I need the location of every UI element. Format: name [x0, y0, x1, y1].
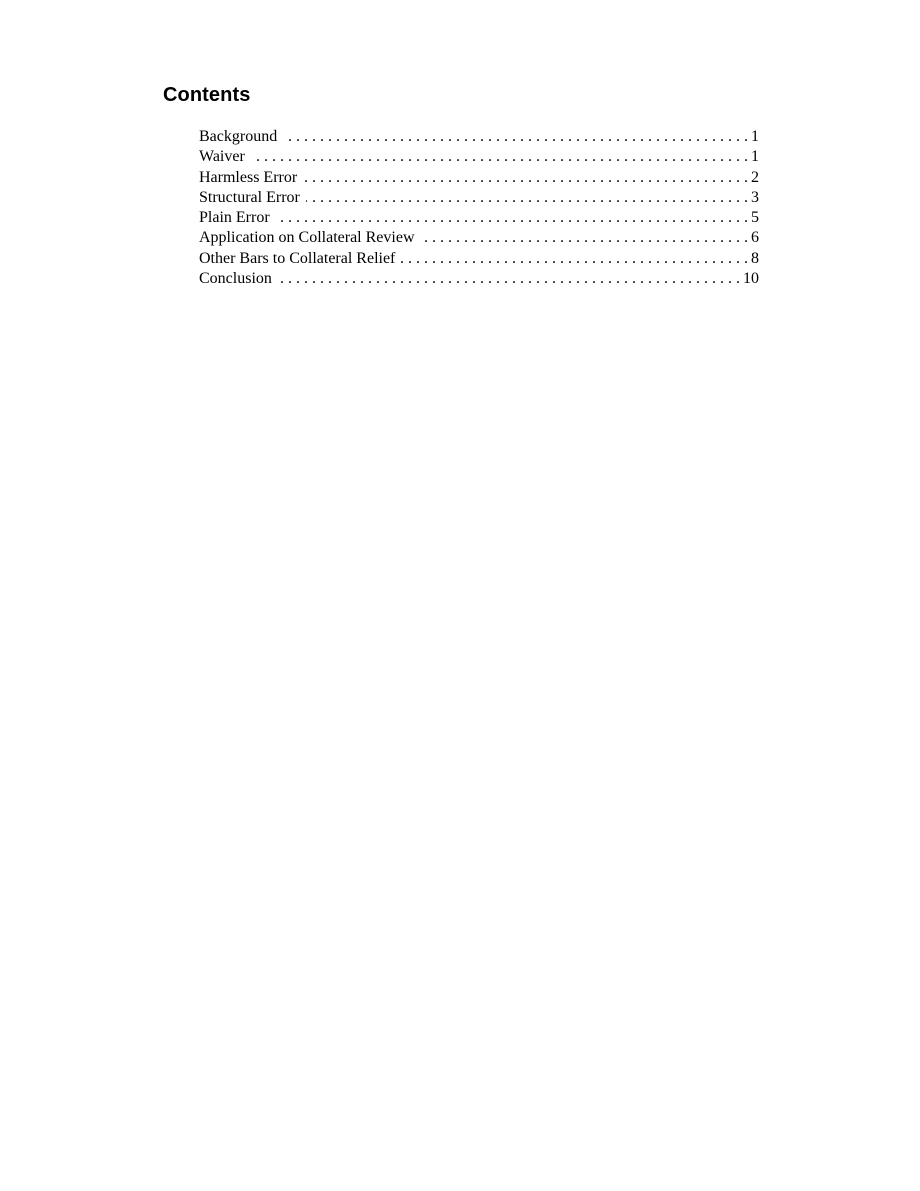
toc-entry-page: 1 [751, 148, 759, 166]
toc-entry-title: Background [199, 128, 278, 145]
toc-entry-waiver[interactable] [199, 147, 759, 167]
toc-entry-background[interactable] [199, 127, 759, 147]
toc-entry-title: Application on Collateral Review [199, 229, 415, 247]
toc-entry-title: Other Bars to Collateral Relief [199, 249, 396, 267]
toc-entry-page: 3 [751, 188, 759, 206]
dot-leader [276, 208, 748, 228]
toc-entry-other-bars-to-collateral-relief[interactable] [199, 249, 759, 269]
toc-entry-page: 6 [751, 229, 759, 247]
table-of-contents [199, 127, 759, 289]
dot-leader [306, 188, 748, 208]
toc-entry-title: Structural Error [199, 188, 300, 206]
toc-entry-plain-error[interactable] [199, 208, 759, 228]
toc-entry-page: 8 [751, 249, 759, 267]
dot-leader [401, 249, 748, 269]
toc-entry-page: 10 [743, 270, 759, 288]
toc-entry-application-on-collateral-review[interactable] [199, 228, 759, 248]
toc-entry-title: Conclusion [199, 270, 272, 288]
toc-entry-page: 5 [751, 209, 759, 227]
dot-leader [251, 147, 748, 167]
toc-entry-title: Plain Error [199, 209, 270, 227]
dot-leader [303, 168, 748, 188]
toc-entry-page: 1 [751, 128, 759, 145]
toc-entry-page: 2 [751, 168, 759, 186]
toc-entry-title: Waiver [199, 148, 245, 166]
toc-entry-title: Harmless Error [199, 168, 298, 186]
toc-entry-structural-error[interactable] [199, 188, 759, 208]
dot-leader [283, 127, 748, 147]
contents-heading: Contents [163, 84, 251, 106]
dot-leader [278, 269, 740, 289]
toc-entry-conclusion[interactable] [199, 269, 759, 289]
toc-entry-harmless-error[interactable] [199, 168, 759, 188]
dot-leader [421, 228, 749, 248]
